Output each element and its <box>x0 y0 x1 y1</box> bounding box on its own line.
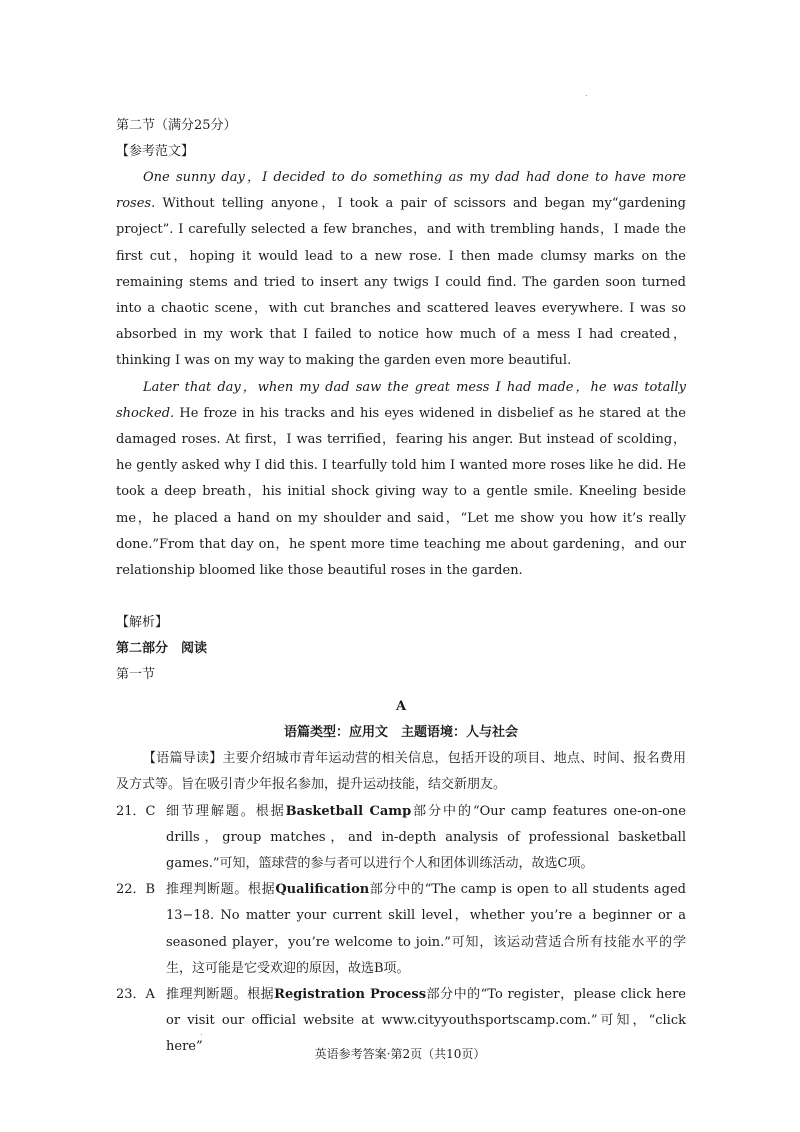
answer-post: 部分中的“Our camp features one-on-one drills，group matches，and in-depth analysis of professional basketball games.”可知，篮球营的参与者可以进行个人和团体训练活动，故选C项。 <box>166 803 686 872</box>
answer-section-name: Basketball Camp <box>285 803 412 819</box>
essay-p2-opening: Later that day，when my dad saw the great mess I had made，he was totally shocked. <box>116 379 686 421</box>
analysis-label: 【解析】 <box>116 615 169 631</box>
answer-pre: 推理判断题。根据 <box>166 987 275 1003</box>
page-footer: 英语参考答案·第2页（共10页） <box>314 1047 486 1061</box>
passage-type: 语篇类型：应用文 主题语境：人与社会 <box>283 725 518 741</box>
answer-item <box>116 799 686 878</box>
answer-number: 23．A <box>116 987 155 1003</box>
section-title: 第二节（满分25分） <box>116 118 237 133</box>
answer-explanation <box>166 799 686 878</box>
essay-p1-body: Without telling anyone，I took a pair of scissors and began my“gardening project”. I carefully selected a few branches，and with trembling hands，I made the first cut，hoping it would lead to a new rose. I then made clumsy marks on the remaining stems and tried to insert any twigs I could find. The garden soon turned into a chaotic scene，with cut branches and scattered leaves everywhere. I was so absorbed in my work that I failed to notice how much of a mess I had created， thinking I was on my way to making the garden even more beautiful. <box>116 196 686 369</box>
subsection-title: 第一节 <box>116 667 156 683</box>
passage-guide: 【语篇导读】主要介绍城市青年运动营的相关信息，包括开设的项目、地点、时间、报名费用及方式等。旨在吸引青少年报名参加，提升运动技能，结交新朋友。 <box>116 751 686 793</box>
scan-speck <box>586 95 587 96</box>
answer-explanation <box>166 877 686 982</box>
answer-number: 22．B <box>116 882 156 898</box>
answer-item <box>116 877 686 982</box>
answer-number: 21．C <box>116 803 156 819</box>
sample-essay-label: 【参考范文】 <box>116 144 195 159</box>
answer-post: 部分中的“The camp is open to all students aged 13−18. No matter your current skill level，whether you’re a beginner or a seasoned player，you’re welcome to join.”可知，该运动营适合所有技能水平的学生，这可能是它受欢迎的原因，故选B项。 <box>166 882 686 976</box>
answer-pre: 细节理解题。根据 <box>166 803 286 819</box>
part-title: 第二部分 阅读 <box>116 641 208 657</box>
essay-paragraph-2 <box>116 375 686 585</box>
answer-post: 部分中的“To register，please click here or visit our official website at www.cityyouthsportscamp.com.”可知，“click here” <box>166 987 686 1055</box>
answer-pre: 推理判断题。根据 <box>166 882 276 898</box>
answer-section-name: Qualification <box>275 882 370 898</box>
page-content <box>116 113 686 1061</box>
passage-letter: A <box>395 699 407 715</box>
essay-paragraph-1 <box>116 165 686 375</box>
answer-section-name: Registration Process <box>274 987 427 1003</box>
essay-p1-opening: One sunny day，I decided to do something as my dad had done to have more roses. <box>116 170 686 212</box>
essay-p2-body: He froze in his tracks and his eyes widened in disbelief as he stared at the damaged roses. At first，I was terrified，fearing his anger. But instead of scolding，he gently asked why I did this. I tearfully told him I wanted more roses like he did. He took a deep breath，his initial shock giving way to a gentle smile. Kneeling beside me，he placed a hand on my shoulder and said，“Let me show you how it’s really done.”From that day on，he spent more time teaching me about gardening，and our relationship bloomed like those beautiful roses in the garden. <box>116 405 686 579</box>
